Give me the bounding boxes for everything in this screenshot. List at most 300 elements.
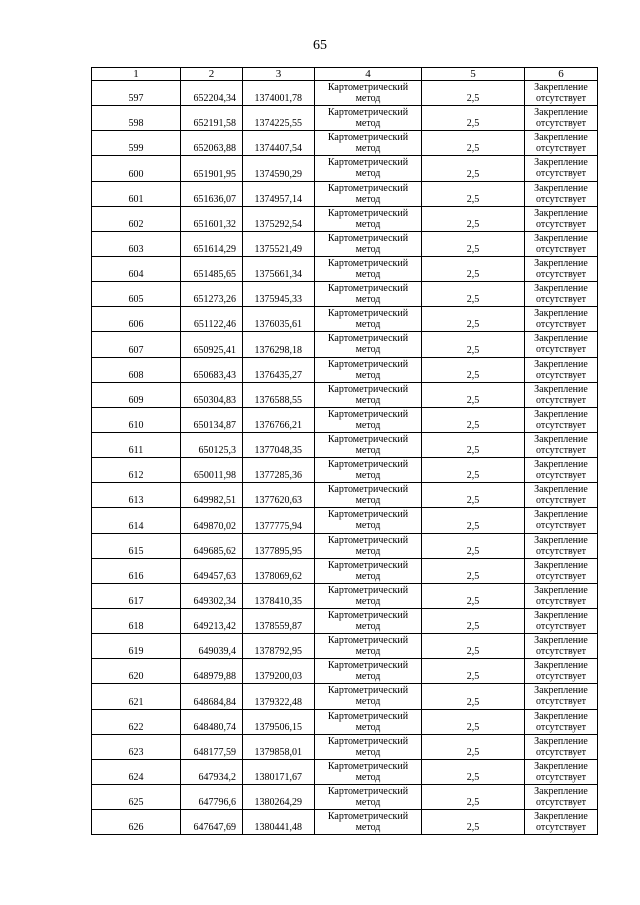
accuracy-cell xyxy=(422,608,525,633)
fixing-cell xyxy=(525,734,598,759)
x-coordinate-cell xyxy=(181,282,243,307)
x-coordinate-cell-text: 650011,98 xyxy=(193,470,236,482)
fixing-cell-text: отсутствует xyxy=(535,696,587,708)
table-row xyxy=(92,634,598,659)
y-coordinate-cell-text: 1379322,48 xyxy=(254,696,302,708)
x-coordinate-cell-text: 649870,02 xyxy=(193,520,236,532)
fixing-cell-text: Закрепление xyxy=(534,534,588,546)
y-coordinate-cell xyxy=(243,282,315,307)
x-coordinate-cell xyxy=(181,432,243,457)
fixing-cell-text: Закрепление xyxy=(534,609,588,621)
fixing-cell-text: отсутствует xyxy=(535,796,587,808)
method-cell xyxy=(315,784,422,809)
accuracy-cell xyxy=(422,407,525,432)
y-coordinate-cell-text: 1380171,67 xyxy=(254,771,302,783)
point-number-cell-text: 607 xyxy=(128,344,144,356)
table-row xyxy=(92,106,598,131)
method-cell xyxy=(315,307,422,332)
method-cell xyxy=(315,206,422,231)
method-cell xyxy=(315,256,422,281)
y-coordinate-cell-text: 1374225,55 xyxy=(254,118,302,130)
x-coordinate-cell-text: 650304,83 xyxy=(193,394,236,406)
point-number-cell xyxy=(92,634,181,659)
y-coordinate-cell-text: 1377048,35 xyxy=(254,445,302,457)
method-cell xyxy=(315,181,422,206)
table-row xyxy=(92,684,598,709)
fixing-cell-text: Закрепление xyxy=(534,760,588,772)
accuracy-cell xyxy=(422,734,525,759)
x-coordinate-cell xyxy=(181,307,243,332)
x-coordinate-cell-text: 649685,62 xyxy=(193,545,236,557)
method-cell-text: Картометрический xyxy=(327,283,409,295)
fixing-cell-text: отсутствует xyxy=(535,444,587,456)
method-cell-text: метод xyxy=(355,470,381,482)
y-coordinate-cell-text: 1379858,01 xyxy=(254,746,302,758)
accuracy-cell-text: 2,5 xyxy=(466,269,480,281)
x-coordinate-cell xyxy=(181,608,243,633)
fixing-cell-text: Закрепление xyxy=(534,685,588,697)
method-cell-text: метод xyxy=(355,143,381,155)
point-number-cell xyxy=(92,106,181,131)
fixing-cell xyxy=(525,81,598,106)
x-coordinate-cell xyxy=(181,256,243,281)
method-cell xyxy=(315,583,422,608)
table-body xyxy=(92,81,598,835)
point-number-cell-text: 611 xyxy=(128,445,144,457)
point-number-cell xyxy=(92,231,181,256)
fixing-cell-text: Закрепление xyxy=(534,459,588,471)
accuracy-cell xyxy=(422,131,525,156)
method-cell xyxy=(315,558,422,583)
point-number-cell xyxy=(92,407,181,432)
fixing-cell xyxy=(525,608,598,633)
fixing-cell-text: Закрепление xyxy=(534,358,588,370)
method-cell-text: Картометрический xyxy=(327,232,409,244)
x-coordinate-cell xyxy=(181,810,243,835)
point-number-cell-text: 615 xyxy=(128,545,144,557)
accuracy-cell-text: 2,5 xyxy=(466,168,480,180)
x-coordinate-cell-text: 650125,3 xyxy=(198,445,236,457)
accuracy-cell-text: 2,5 xyxy=(466,797,480,809)
y-coordinate-cell xyxy=(243,659,315,684)
fixing-cell-text: Закрепление xyxy=(534,257,588,269)
x-coordinate-cell-text: 649302,34 xyxy=(193,595,236,607)
method-cell-text: метод xyxy=(355,168,381,180)
method-cell-text: метод xyxy=(355,671,381,683)
method-cell-text: метод xyxy=(355,746,381,758)
method-cell-text: метод xyxy=(355,319,381,331)
accuracy-cell-text: 2,5 xyxy=(466,545,480,557)
y-coordinate-cell xyxy=(243,608,315,633)
y-coordinate-cell-text: 1377775,94 xyxy=(254,520,302,532)
point-number-cell-text: 610 xyxy=(128,419,144,431)
x-coordinate-cell-text: 651273,26 xyxy=(193,294,236,306)
method-cell xyxy=(315,81,422,106)
method-cell-text: метод xyxy=(355,193,381,205)
fixing-cell xyxy=(525,206,598,231)
point-number-cell xyxy=(92,432,181,457)
fixing-cell-text: Закрепление xyxy=(534,232,588,244)
fixing-cell-text: Закрепление xyxy=(534,710,588,722)
table-row xyxy=(92,533,598,558)
header-cell-2: 2 xyxy=(181,68,243,81)
fixing-cell xyxy=(525,759,598,784)
method-cell-text: Картометрический xyxy=(327,433,409,445)
accuracy-cell xyxy=(422,382,525,407)
method-cell xyxy=(315,483,422,508)
accuracy-cell-text: 2,5 xyxy=(466,344,480,356)
method-cell-text: метод xyxy=(355,93,381,104)
x-coordinate-cell-text: 648480,74 xyxy=(193,721,236,733)
method-cell xyxy=(315,810,422,835)
accuracy-cell xyxy=(422,156,525,181)
point-number-cell xyxy=(92,508,181,533)
accuracy-cell-text: 2,5 xyxy=(466,771,480,783)
x-coordinate-cell-text: 652191,58 xyxy=(193,118,236,130)
method-cell-text: Картометрический xyxy=(327,710,409,722)
y-coordinate-cell xyxy=(243,583,315,608)
fixing-cell-text: отсутствует xyxy=(535,570,587,582)
accuracy-cell-text: 2,5 xyxy=(466,520,480,532)
method-cell-text: Картометрический xyxy=(327,82,409,93)
method-cell-text: метод xyxy=(355,570,381,582)
point-number-cell-text: 618 xyxy=(128,621,144,633)
point-number-cell xyxy=(92,458,181,483)
accuracy-cell-text: 2,5 xyxy=(466,294,480,306)
header-row xyxy=(92,68,598,81)
x-coordinate-cell-text: 649039,4 xyxy=(198,646,236,658)
x-coordinate-cell xyxy=(181,458,243,483)
y-coordinate-cell-text: 1380441,48 xyxy=(254,822,302,834)
accuracy-cell xyxy=(422,282,525,307)
method-cell-text: метод xyxy=(355,268,381,280)
method-cell-text: метод xyxy=(355,796,381,808)
table-row xyxy=(92,659,598,684)
y-coordinate-cell xyxy=(243,533,315,558)
point-number-cell-text: 612 xyxy=(128,470,144,482)
method-cell-text: Картометрический xyxy=(327,182,409,194)
y-coordinate-cell-text: 1375292,54 xyxy=(254,218,302,230)
x-coordinate-cell xyxy=(181,156,243,181)
fixing-cell xyxy=(525,508,598,533)
y-coordinate-cell xyxy=(243,106,315,131)
point-number-cell-text: 624 xyxy=(128,771,144,783)
fixing-cell-text: отсутствует xyxy=(535,118,587,130)
x-coordinate-cell xyxy=(181,382,243,407)
x-coordinate-cell-text: 648177,59 xyxy=(193,746,236,758)
fixing-cell-text: отсутствует xyxy=(535,369,587,381)
point-number-cell-text: 605 xyxy=(128,294,144,306)
point-number-cell-text: 597 xyxy=(128,93,144,105)
y-coordinate-cell-text: 1374407,54 xyxy=(254,143,302,155)
table-row xyxy=(92,458,598,483)
y-coordinate-cell xyxy=(243,483,315,508)
point-number-cell-text: 603 xyxy=(128,243,144,255)
point-number-cell-text: 620 xyxy=(128,671,144,683)
method-cell-text: метод xyxy=(355,771,381,783)
y-coordinate-cell xyxy=(243,407,315,432)
point-number-cell xyxy=(92,483,181,508)
point-number-cell-text: 608 xyxy=(128,369,144,381)
point-number-cell xyxy=(92,709,181,734)
method-cell-text: Картометрический xyxy=(327,635,409,647)
point-number-cell-text: 606 xyxy=(128,319,144,331)
fixing-cell-text: отсутствует xyxy=(535,168,587,180)
y-coordinate-cell-text: 1378559,87 xyxy=(254,621,302,633)
point-number-cell xyxy=(92,332,181,357)
fixing-cell xyxy=(525,131,598,156)
point-number-cell-text: 609 xyxy=(128,394,144,406)
method-cell-text: метод xyxy=(355,243,381,255)
method-cell-text: Картометрический xyxy=(327,132,409,144)
method-cell-text: метод xyxy=(355,545,381,557)
method-cell-text: метод xyxy=(355,595,381,607)
fixing-cell xyxy=(525,583,598,608)
accuracy-cell xyxy=(422,784,525,809)
x-coordinate-cell xyxy=(181,81,243,106)
method-cell-text: метод xyxy=(355,520,381,532)
accuracy-cell-text: 2,5 xyxy=(466,445,480,457)
fixing-cell-text: отсутствует xyxy=(535,294,587,306)
fixing-cell-text: отсутствует xyxy=(535,243,587,255)
y-coordinate-cell xyxy=(243,458,315,483)
y-coordinate-cell-text: 1377285,36 xyxy=(254,470,302,482)
accuracy-cell xyxy=(422,659,525,684)
table-row xyxy=(92,357,598,382)
x-coordinate-cell-text: 647934,2 xyxy=(198,771,236,783)
point-number-cell-text: 600 xyxy=(128,168,144,180)
fixing-cell-text: Закрепление xyxy=(534,107,588,119)
fixing-cell-text: Закрепление xyxy=(534,157,588,169)
fixing-cell-text: Закрепление xyxy=(534,509,588,521)
method-cell-text: Картометрический xyxy=(327,207,409,219)
accuracy-cell-text: 2,5 xyxy=(466,193,480,205)
accuracy-cell xyxy=(422,81,525,106)
table-row xyxy=(92,256,598,281)
method-cell-text: Картометрический xyxy=(327,735,409,747)
y-coordinate-cell-text: 1379506,15 xyxy=(254,721,302,733)
x-coordinate-cell-text: 649982,51 xyxy=(193,495,236,507)
accuracy-cell-text: 2,5 xyxy=(466,243,480,255)
y-coordinate-cell xyxy=(243,332,315,357)
y-coordinate-cell-text: 1374001,78 xyxy=(254,93,302,105)
method-cell xyxy=(315,634,422,659)
point-number-cell xyxy=(92,558,181,583)
point-number-cell xyxy=(92,784,181,809)
point-number-cell xyxy=(92,156,181,181)
fixing-cell-text: Закрепление xyxy=(534,660,588,672)
x-coordinate-cell-text: 647796,6 xyxy=(198,797,236,809)
fixing-cell xyxy=(525,810,598,835)
y-coordinate-cell xyxy=(243,131,315,156)
y-coordinate-cell xyxy=(243,206,315,231)
method-cell-text: Картометрический xyxy=(327,660,409,672)
accuracy-cell xyxy=(422,231,525,256)
x-coordinate-cell-text: 650683,43 xyxy=(193,369,236,381)
fixing-cell-text: отсутствует xyxy=(535,620,587,632)
method-cell-text: метод xyxy=(355,620,381,632)
fixing-cell-text: отсутствует xyxy=(535,93,587,104)
fixing-cell xyxy=(525,282,598,307)
method-cell-text: Картометрический xyxy=(327,609,409,621)
accuracy-cell xyxy=(422,181,525,206)
accuracy-cell-text: 2,5 xyxy=(466,495,480,507)
y-coordinate-cell xyxy=(243,357,315,382)
fixing-cell xyxy=(525,156,598,181)
accuracy-cell xyxy=(422,256,525,281)
y-coordinate-cell-text: 1377620,63 xyxy=(254,495,302,507)
x-coordinate-cell xyxy=(181,106,243,131)
fixing-cell-text: Закрепление xyxy=(534,785,588,797)
method-cell xyxy=(315,734,422,759)
accuracy-cell-text: 2,5 xyxy=(466,646,480,658)
x-coordinate-cell-text: 650134,87 xyxy=(193,419,236,431)
accuracy-cell-text: 2,5 xyxy=(466,595,480,607)
x-coordinate-cell xyxy=(181,357,243,382)
y-coordinate-cell xyxy=(243,81,315,106)
accuracy-cell xyxy=(422,357,525,382)
table-row xyxy=(92,156,598,181)
x-coordinate-cell-text: 651485,65 xyxy=(193,269,236,281)
fixing-cell xyxy=(525,458,598,483)
point-number-cell xyxy=(92,81,181,106)
fixing-cell-text: Закрепление xyxy=(534,283,588,295)
header-cell-3: 3 xyxy=(243,68,315,81)
x-coordinate-cell xyxy=(181,583,243,608)
method-cell-text: Картометрический xyxy=(327,257,409,269)
fixing-cell-text: отсутствует xyxy=(535,470,587,482)
x-coordinate-cell xyxy=(181,709,243,734)
y-coordinate-cell xyxy=(243,382,315,407)
fixing-cell-text: отсутствует xyxy=(535,520,587,532)
table-row xyxy=(92,810,598,835)
accuracy-cell xyxy=(422,106,525,131)
x-coordinate-cell-text: 649213,42 xyxy=(193,621,236,633)
method-cell-text: метод xyxy=(355,419,381,431)
method-cell-text: Картометрический xyxy=(327,785,409,797)
accuracy-cell xyxy=(422,332,525,357)
accuracy-cell-text: 2,5 xyxy=(466,319,480,331)
method-cell xyxy=(315,608,422,633)
fixing-cell xyxy=(525,784,598,809)
point-number-cell xyxy=(92,181,181,206)
x-coordinate-cell-text: 651636,07 xyxy=(193,193,236,205)
point-number-cell-text: 617 xyxy=(128,595,144,607)
x-coordinate-cell xyxy=(181,659,243,684)
accuracy-cell-text: 2,5 xyxy=(466,369,480,381)
accuracy-cell xyxy=(422,583,525,608)
fixing-cell xyxy=(525,432,598,457)
point-number-cell-text: 613 xyxy=(128,495,144,507)
method-cell-text: метод xyxy=(355,721,381,733)
point-number-cell xyxy=(92,282,181,307)
x-coordinate-cell-text: 652063,88 xyxy=(193,143,236,155)
method-cell-text: метод xyxy=(355,294,381,306)
table-row xyxy=(92,734,598,759)
accuracy-cell-text: 2,5 xyxy=(466,118,480,130)
point-number-cell-text: 604 xyxy=(128,269,144,281)
point-number-cell xyxy=(92,382,181,407)
x-coordinate-cell xyxy=(181,634,243,659)
accuracy-cell xyxy=(422,458,525,483)
method-cell-text: Картометрический xyxy=(327,383,409,395)
x-coordinate-cell-text: 652204,34 xyxy=(193,93,236,105)
x-coordinate-cell xyxy=(181,684,243,709)
y-coordinate-cell-text: 1376035,61 xyxy=(254,319,302,331)
point-number-cell xyxy=(92,206,181,231)
fixing-cell-text: Закрепление xyxy=(534,383,588,395)
method-cell xyxy=(315,759,422,784)
table-row xyxy=(92,181,598,206)
fixing-cell xyxy=(525,382,598,407)
fixing-cell-text: Закрепление xyxy=(534,333,588,345)
accuracy-cell-text: 2,5 xyxy=(466,822,480,834)
table-row xyxy=(92,131,598,156)
method-cell xyxy=(315,684,422,709)
accuracy-cell-text: 2,5 xyxy=(466,671,480,683)
y-coordinate-cell xyxy=(243,759,315,784)
method-cell-text: Картометрический xyxy=(327,534,409,546)
point-number-cell xyxy=(92,810,181,835)
y-coordinate-cell-text: 1374590,29 xyxy=(254,168,302,180)
accuracy-cell xyxy=(422,759,525,784)
y-coordinate-cell xyxy=(243,156,315,181)
page-number: 65 xyxy=(313,38,327,53)
method-cell-text: Картометрический xyxy=(327,484,409,496)
x-coordinate-cell xyxy=(181,533,243,558)
fixing-cell-text: Закрепление xyxy=(534,811,588,823)
point-number-cell xyxy=(92,357,181,382)
method-cell-text: метод xyxy=(355,218,381,230)
fixing-cell-text: отсутствует xyxy=(535,319,587,331)
method-cell xyxy=(315,458,422,483)
y-coordinate-cell xyxy=(243,558,315,583)
x-coordinate-cell xyxy=(181,483,243,508)
method-cell-text: Картометрический xyxy=(327,584,409,596)
header-cell-4: 4 xyxy=(315,68,422,81)
fixing-cell xyxy=(525,659,598,684)
method-cell-text: Картометрический xyxy=(327,333,409,345)
coordinates-table xyxy=(91,67,598,835)
method-cell-text: метод xyxy=(355,344,381,356)
point-number-cell-text: 622 xyxy=(128,721,144,733)
fixing-cell-text: отсутствует xyxy=(535,746,587,758)
method-cell-text: Картометрический xyxy=(327,459,409,471)
point-number-cell xyxy=(92,659,181,684)
x-coordinate-cell xyxy=(181,332,243,357)
fixing-cell-text: отсутствует xyxy=(535,671,587,683)
point-number-cell-text: 623 xyxy=(128,746,144,758)
fixing-cell-text: Закрепление xyxy=(534,484,588,496)
fixing-cell xyxy=(525,256,598,281)
accuracy-cell xyxy=(422,206,525,231)
fixing-cell xyxy=(525,634,598,659)
method-cell-text: Картометрический xyxy=(327,107,409,119)
y-coordinate-cell xyxy=(243,810,315,835)
fixing-cell-text: отсутствует xyxy=(535,545,587,557)
y-coordinate-cell-text: 1376298,18 xyxy=(254,344,302,356)
method-cell xyxy=(315,106,422,131)
point-number-cell xyxy=(92,734,181,759)
y-coordinate-cell-text: 1376588,55 xyxy=(254,394,302,406)
y-coordinate-cell-text: 1378410,35 xyxy=(254,595,302,607)
method-cell xyxy=(315,357,422,382)
fixing-cell xyxy=(525,307,598,332)
table-header xyxy=(92,68,598,81)
y-coordinate-cell-text: 1375661,34 xyxy=(254,269,302,281)
point-number-cell xyxy=(92,307,181,332)
method-cell xyxy=(315,709,422,734)
